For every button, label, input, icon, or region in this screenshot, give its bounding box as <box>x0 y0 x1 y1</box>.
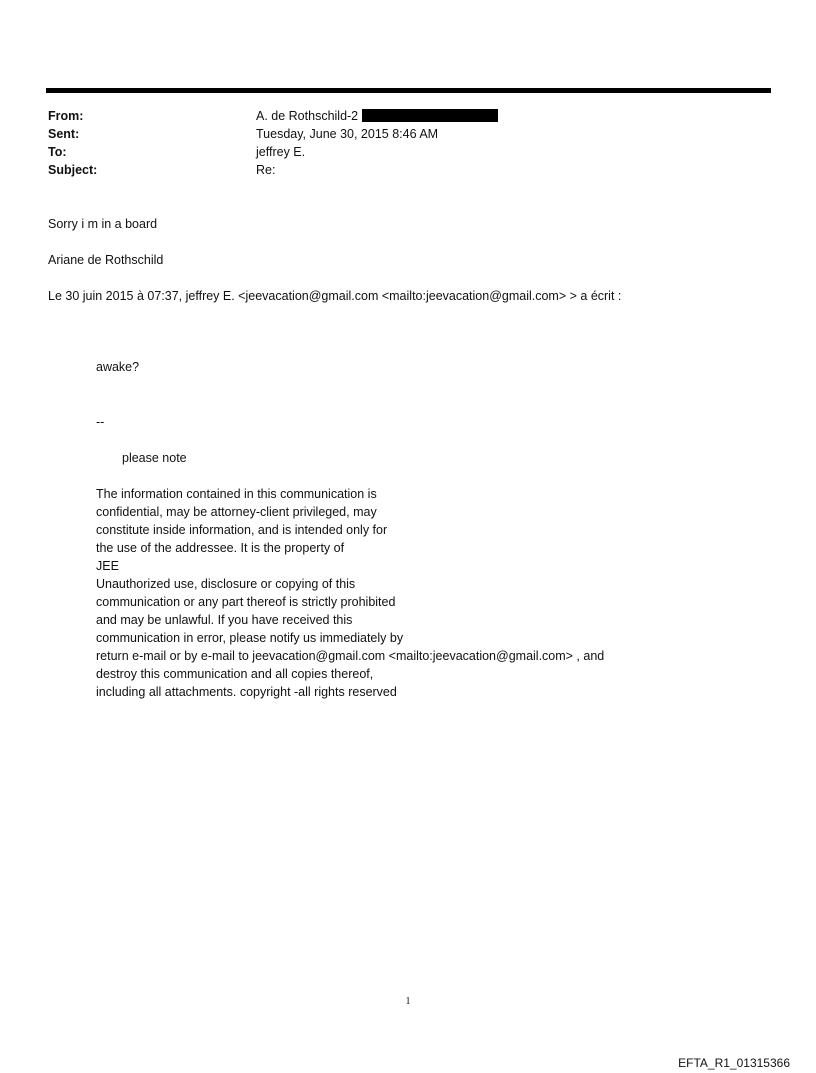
signature: Ariane de Rothschild <box>48 253 164 267</box>
disclaimer-line: the use of the addressee. It is the property of <box>96 541 345 555</box>
disclaimer-line: constitute inside information, and is intended only for <box>96 523 388 537</box>
to-label: To: <box>48 145 67 159</box>
header-divider <box>46 88 771 93</box>
disclaimer-line: confidential, may be attorney-client privileged, may <box>96 505 377 519</box>
from-label: From: <box>48 109 84 123</box>
disclaimer-line: JEE <box>96 559 119 573</box>
disclaimer <box>96 485 604 701</box>
subject-label: Subject: <box>48 163 98 177</box>
disclaimer-line: communication in error, please notify us immediately by <box>96 631 404 645</box>
sent-label: Sent: <box>48 127 80 141</box>
disclaimer-line: including all attachments. copyright -all rights reserved <box>96 685 397 699</box>
to-value: jeffrey E. <box>256 145 306 159</box>
disclaimer-line: The information contained in this communication is <box>96 487 377 501</box>
disclaimer-line: and may be unlawful. If you have received this <box>96 613 353 627</box>
disclaimer-line: communication or any part thereof is strictly prohibited <box>96 595 396 609</box>
reply-line: Sorry i m in a board <box>48 217 158 231</box>
please-note: please note <box>122 451 187 465</box>
signature-separator: -- <box>96 415 105 429</box>
from-value <box>256 107 498 125</box>
page-number: 1 <box>405 996 411 1007</box>
subject-value: Re: <box>256 163 276 177</box>
redaction-block <box>362 109 498 122</box>
disclaimer-line: destroy this communication and all copies thereof, <box>96 667 374 681</box>
sent-value: Tuesday, June 30, 2015 8:46 AM <box>256 127 439 141</box>
disclaimer-line: return e-mail or by e-mail to jeevacation@gmail.com <mailto:jeevacation@gmail.com> , and <box>96 649 605 663</box>
quoted-message: awake? <box>96 360 140 374</box>
from-name: A. de Rothschild-2 <box>256 109 359 123</box>
quote-header: Le 30 juin 2015 à 07:37, jeffrey E. <jeevacation@gmail.com <mailto:jeevacation@gmail.com> > a écrit : <box>48 289 622 303</box>
bates-number: EFTA_R1_01315366 <box>678 1056 790 1070</box>
disclaimer-line: Unauthorized use, disclosure or copying of this <box>96 577 356 591</box>
